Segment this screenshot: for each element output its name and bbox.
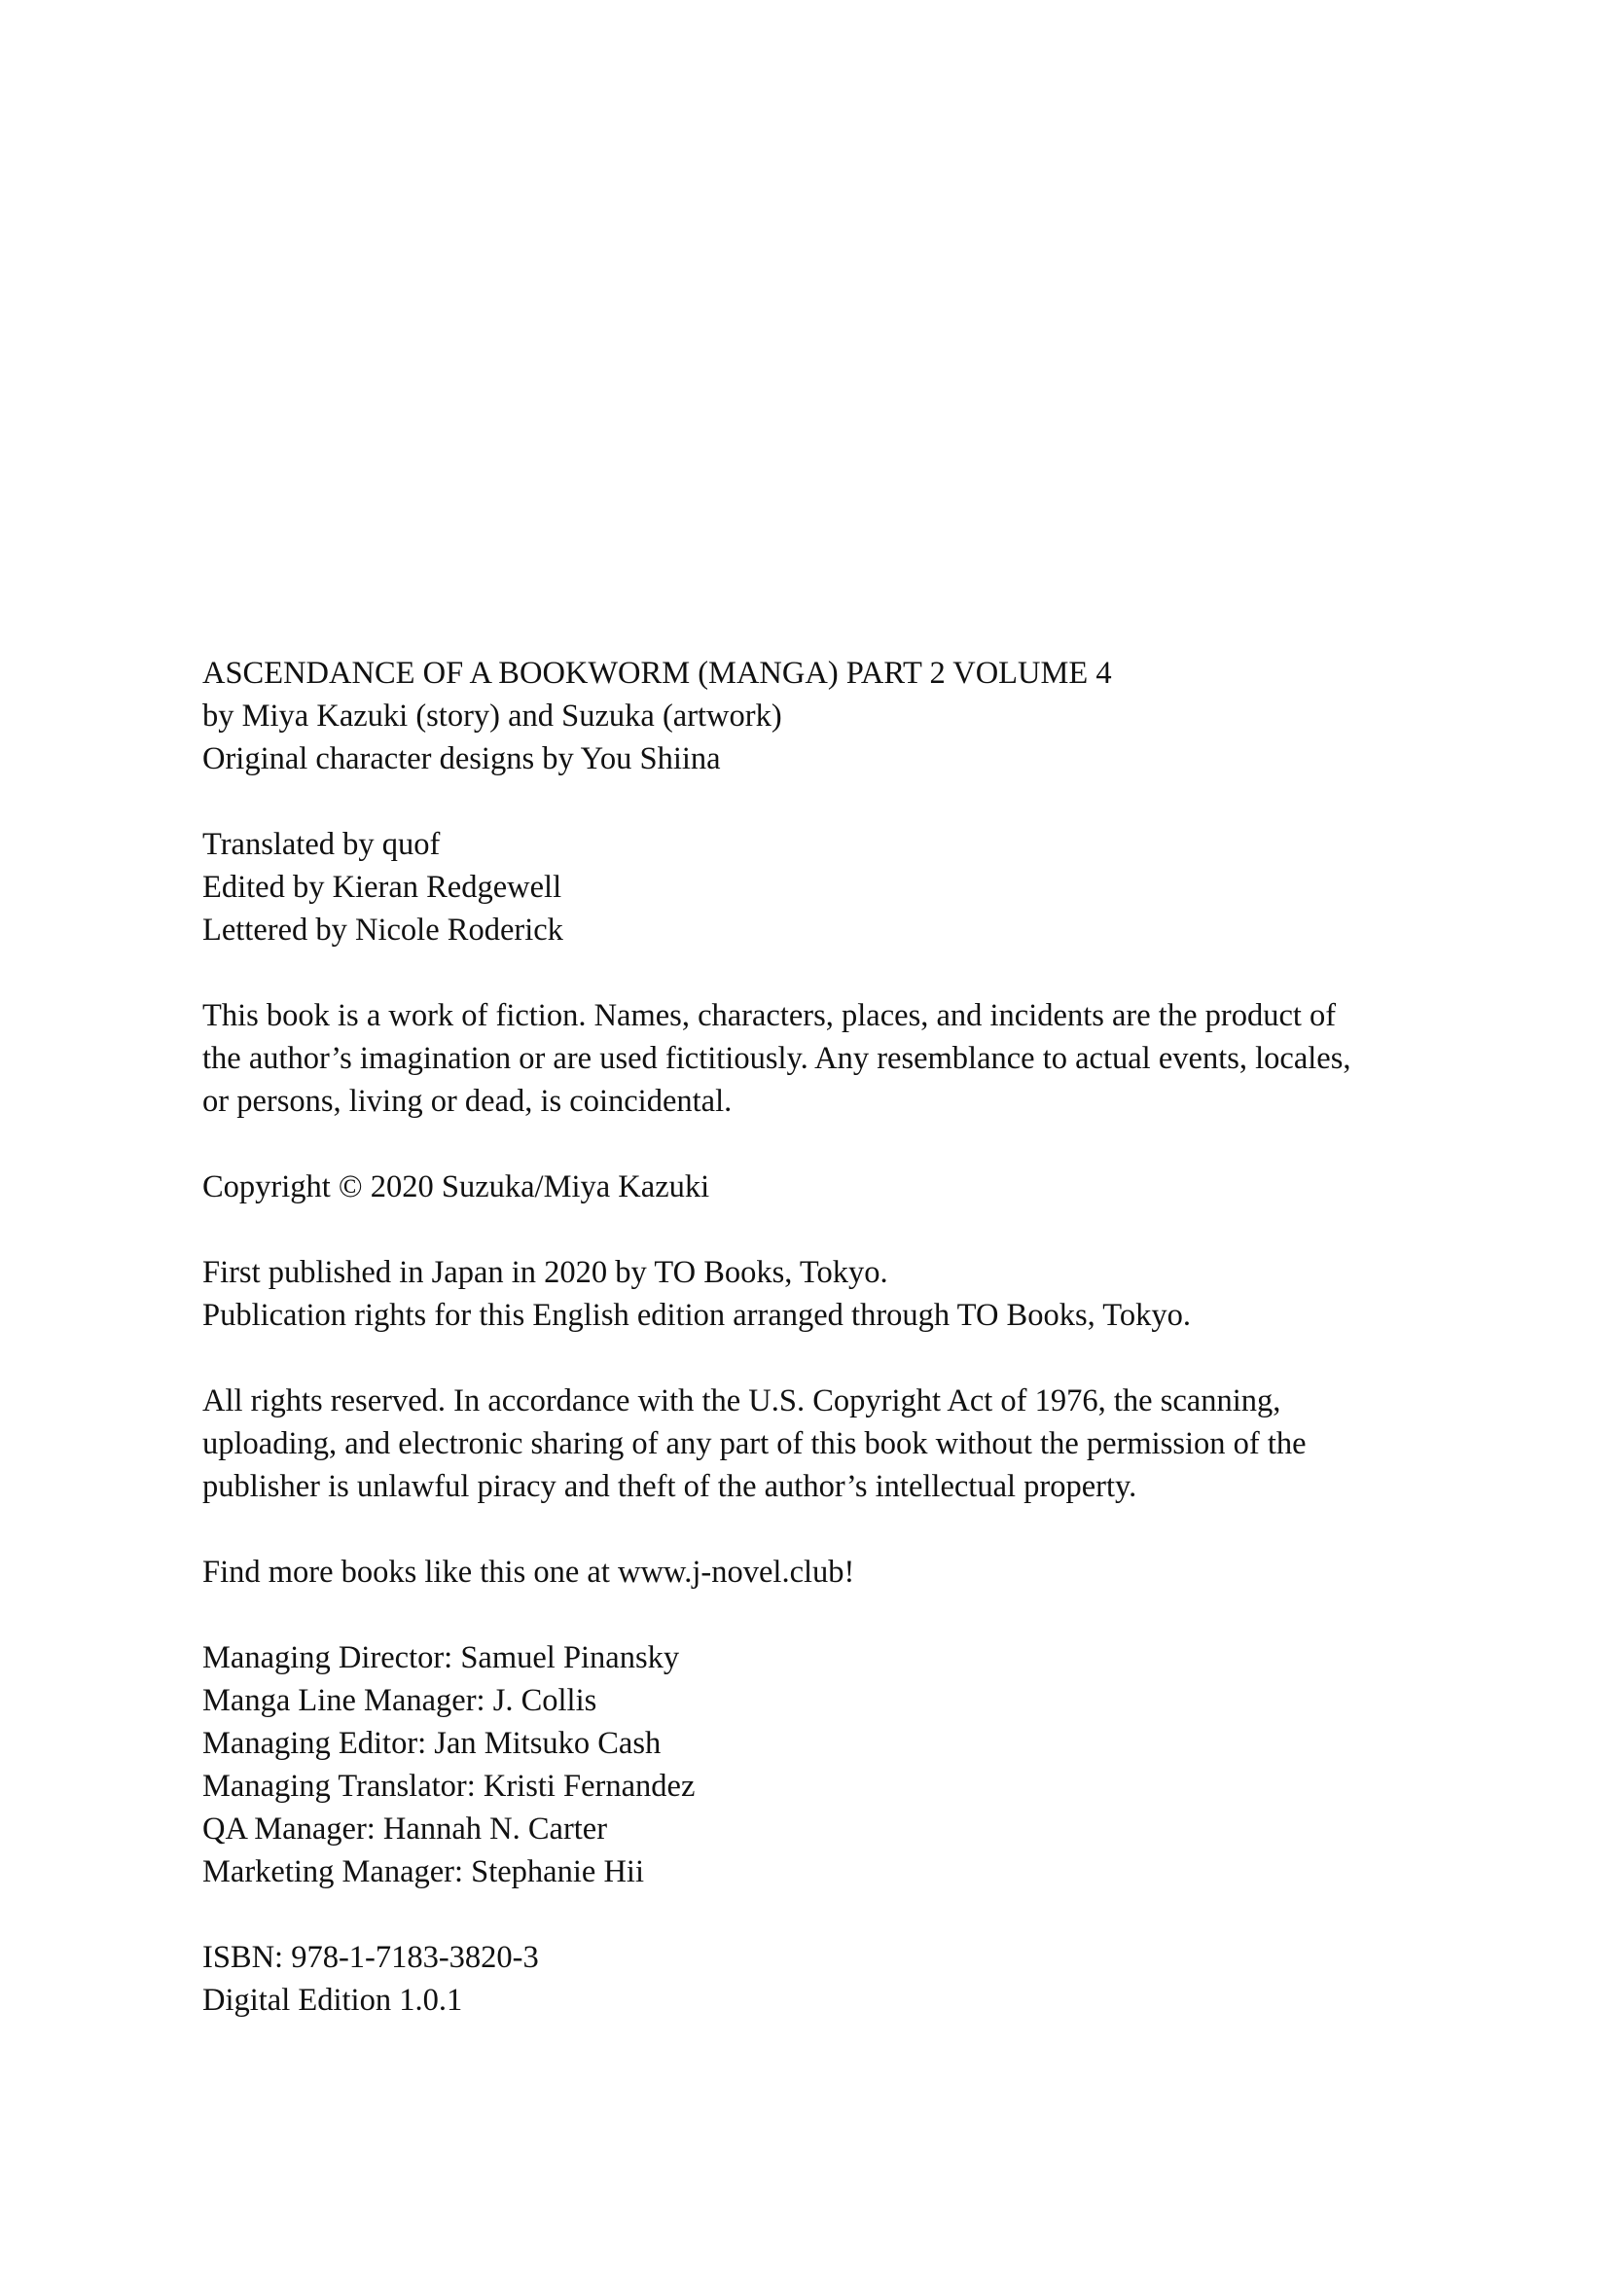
fiction-notice: [202, 994, 1545, 1123]
management-credit: Marketing Manager: Stephanie Hii: [202, 1854, 644, 1889]
rights-notice-line: publisher is unlawful piracy and theft of the author’s intellectual property.: [202, 1469, 1137, 1504]
management-credit: Managing Editor: Jan Mitsuko Cash: [202, 1726, 662, 1761]
promo-line: Find more books like this one at www.j-novel.club!: [202, 1555, 855, 1590]
rights-notice: [202, 1380, 1545, 1508]
letterer-credit: Lettered by Nicole Roderick: [202, 913, 563, 948]
management-credits: [202, 1636, 1545, 1893]
first-published-line: First published in Japan in 2020 by TO Books, Tokyo.: [202, 1255, 888, 1290]
publication-block: [202, 1251, 1545, 1337]
editor-credit: Edited by Kieran Redgewell: [202, 870, 562, 905]
management-credit: QA Manager: Hannah N. Carter: [202, 1812, 608, 1847]
management-credit: Managing Translator: Kristi Fernandez: [202, 1769, 696, 1804]
promo-block: [202, 1551, 1545, 1594]
rights-notice-line: uploading, and electronic sharing of any part of this book without the permission of the: [202, 1426, 1307, 1461]
copyright-block: [202, 1166, 1545, 1208]
translator-credit: Translated by quof: [202, 827, 441, 862]
isbn-line: ISBN: 978-1-7183-3820-3: [202, 1940, 539, 1975]
management-credit: Managing Director: Samuel Pinansky: [202, 1640, 680, 1675]
character-design-credit: Original character designs by You Shiina: [202, 741, 721, 776]
fiction-notice-line: the author’s imagination or are used fictitiously. Any resemblance to actual events, locales,: [202, 1041, 1351, 1076]
copyright-line: Copyright © 2020 Suzuka/Miya Kazuki: [202, 1169, 710, 1204]
edition-block: [202, 1936, 1545, 2022]
book-title: ASCENDANCE OF A BOOKWORM (MANGA) PART 2 VOLUME 4: [202, 656, 1112, 691]
edition-version-line: Digital Edition 1.0.1: [202, 1983, 463, 2018]
title-block: [202, 652, 1545, 780]
fiction-notice-line: This book is a work of fiction. Names, characters, places, and incidents are the product of: [202, 998, 1337, 1033]
author-credit: by Miya Kazuki (story) and Suzuka (artwork): [202, 699, 782, 734]
staff-credits: [202, 823, 1545, 951]
fiction-notice-line: or persons, living or dead, is coincidental.: [202, 1084, 733, 1119]
management-credit: Manga Line Manager: J. Collis: [202, 1683, 597, 1718]
rights-notice-line: All rights reserved. In accordance with the U.S. Copyright Act of 1976, the scanning,: [202, 1383, 1281, 1418]
colophon: [202, 652, 1545, 2064]
publication-rights-line: Publication rights for this English edition arranged through TO Books, Tokyo.: [202, 1298, 1191, 1333]
